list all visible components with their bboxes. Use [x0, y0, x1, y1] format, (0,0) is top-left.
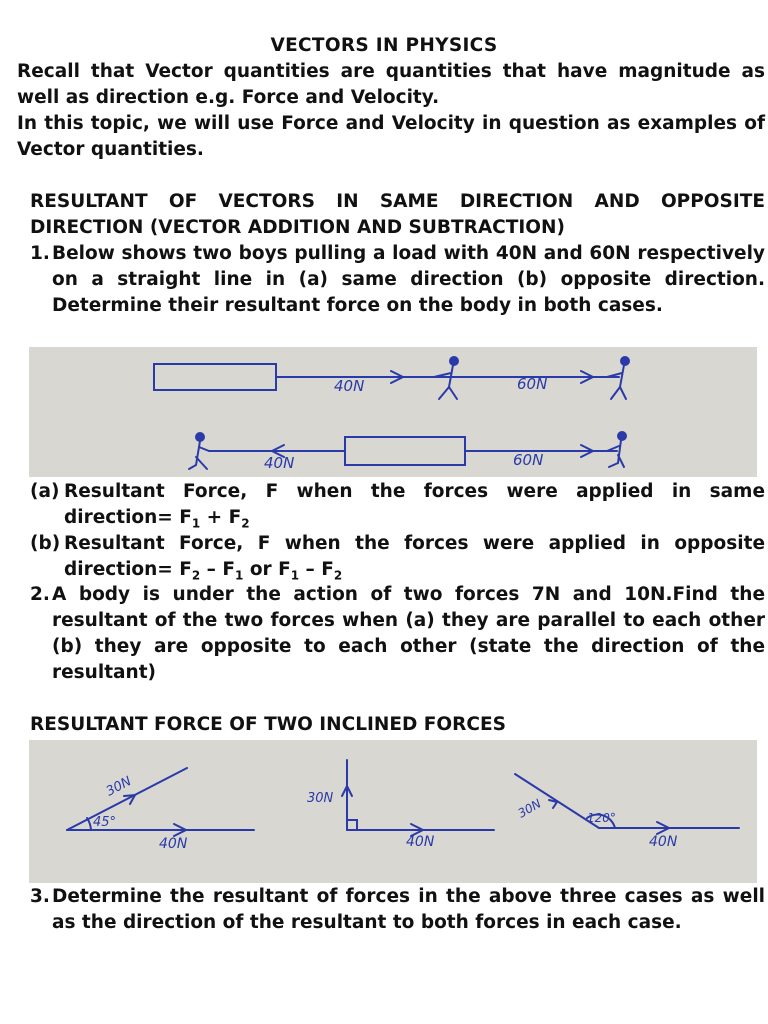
question-3-number: 3.: [30, 886, 50, 907]
figure-inclined-forces: [29, 740, 757, 883]
label-60n-top: 60N: [517, 375, 548, 393]
case-3-label-40n: 40N: [649, 834, 678, 850]
case-3-label-30n: 30N: [515, 796, 544, 821]
label-40n-top: 40N: [334, 377, 365, 395]
section-1-heading: RESULTANT OF VECTORS IN SAME DIRECTION AND OPPOSITE DIRECTION (VECTOR ADDITION AND SUBTRACTION): [30, 191, 765, 238]
answer-b: [30, 531, 765, 583]
case-3-diagram: [515, 774, 739, 834]
case-1-label-40n: 40N: [159, 836, 188, 852]
answer-a: [30, 479, 765, 531]
figure-pulling-load-drawing: [29, 347, 757, 477]
answer-b-text: [64, 531, 765, 583]
figure-pulling-load: [29, 347, 757, 477]
question-3-text: Determine the resultant of forces in the above three cases as well as the direction of the resultant to both forces in each case.: [52, 886, 765, 933]
subscript-2: 2: [333, 568, 343, 583]
answer-b-minus: – F: [200, 559, 236, 580]
answer-a-label: (a): [30, 481, 60, 502]
subscript-2: 2: [191, 568, 201, 583]
answer-a-text-main: Resultant Force, F when the forces were applied in same direction= F: [64, 481, 765, 528]
subscript-1: 1: [191, 516, 201, 531]
question-1-text: Below shows two boys pulling a load with 40N and 60N respectively on a straight line in (a) same direction (b) opposite direction. Determine their resultant force on the body in both cases.: [52, 243, 765, 316]
subscript-2: 2: [241, 516, 250, 531]
label-60n-bottom: 60N: [513, 451, 544, 469]
question-3: [30, 884, 765, 936]
figure-inclined-forces-drawing: [29, 740, 757, 883]
question-2-number: 2.: [30, 584, 50, 605]
question-2-text: A body is under the action of two forces 7N and 10N.Find the resultant of the two forces when (a) they are parallel to each other (b) they are opposite to each other (state the direction of the resultant): [52, 584, 765, 683]
page-title: VECTORS IN PHYSICS: [270, 35, 498, 56]
question-1: [30, 241, 765, 319]
boy-figure-bottom-right: [607, 432, 626, 467]
load-box-bottom: [345, 437, 465, 465]
intro-paragraph-1: Recall that Vector quantities are quantities that have magnitude as well as direction e.g. Force and Velocity.: [17, 61, 765, 108]
case-2-label-40n: 40N: [406, 834, 435, 850]
answer-a-plus: + F: [200, 507, 242, 528]
case-2-diagram: [342, 760, 494, 836]
answer-b-label: (b): [30, 533, 61, 554]
answer-b-or: or F: [243, 559, 291, 580]
case-1-label-45-degrees: 45°: [93, 815, 117, 830]
answer-a-text: [64, 479, 765, 531]
answer-b-minus: – F: [299, 559, 334, 580]
section-2-heading: RESULTANT FORCE OF TWO INCLINED FORCES: [30, 714, 506, 735]
case-3-label-120-degrees: 120°: [587, 811, 616, 825]
case-1-label-30n: 30N: [103, 773, 135, 800]
answer-b-text-main: Resultant Force, F when the forces were applied in opposite direction= F: [64, 533, 765, 580]
subscript-1: 1: [290, 568, 300, 583]
case-2-label-30n: 30N: [307, 791, 334, 806]
subscript-1: 1: [235, 568, 244, 583]
load-box-top: [154, 364, 276, 390]
question-1-number: 1.: [30, 243, 50, 264]
intro-paragraph-2: In this topic, we will use Force and Velocity in question as examples of Vector quantities.: [17, 113, 765, 160]
label-40n-bottom: 40N: [264, 454, 295, 472]
boy-figure-bottom-left: [189, 433, 209, 469]
question-2: [30, 582, 765, 686]
